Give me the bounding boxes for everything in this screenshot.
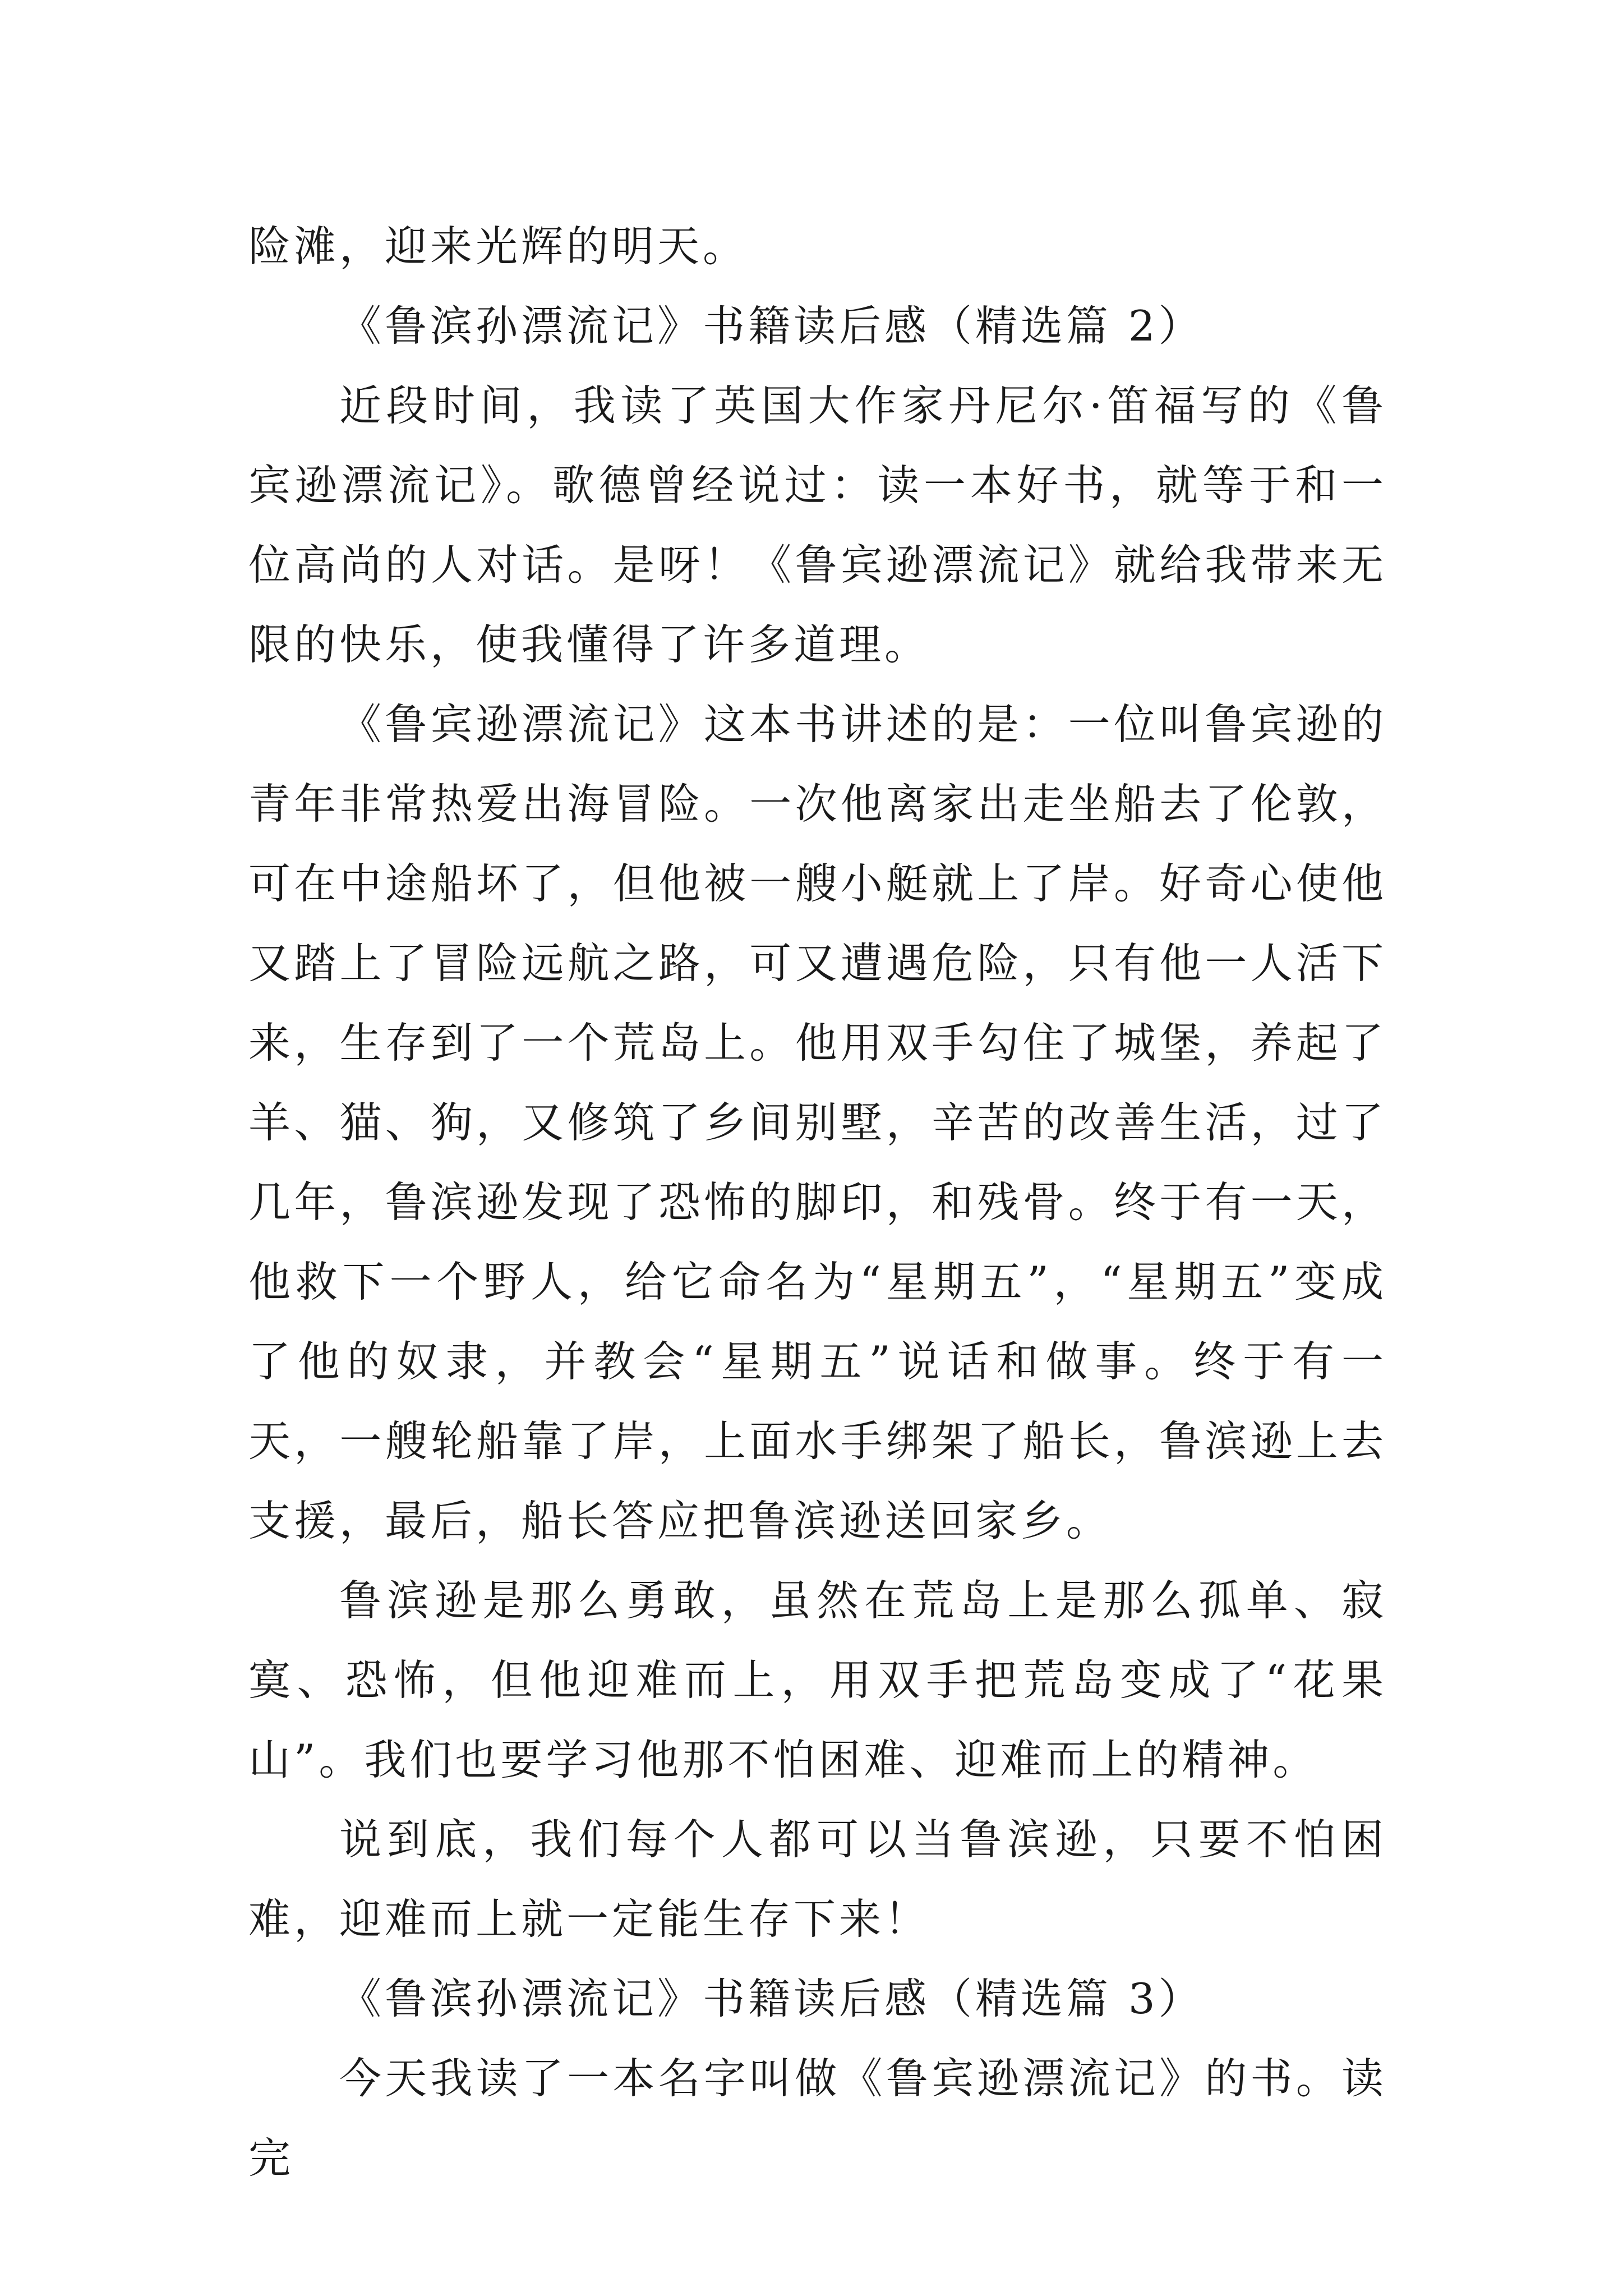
section-heading-2: 《鲁滨孙漂流记》书籍读后感（精选篇 2） [339, 301, 1204, 351]
paragraph-opening: 今天我读了一本名字叫做《鲁宾逊漂流记》的书。读完 [248, 2054, 1387, 2183]
paragraph-intro: 近段时间，我读了英国大作家丹尼尔·笛福写的《鲁宾逊漂流记》。歌德曾经说过：读一本好书，就等于和一位高尚的人对话。是呀！《鲁宾逊漂流记》就给我带来无限的快乐，使我懂得了许多道理。 [248, 381, 1387, 669]
paragraph-summary: 《鲁宾逊漂流记》这本书讲述的是：一位叫鲁宾逊的青年非常热爱出海冒险。一次他离家出走坐船去了伦敦，可在中途船坏了，但他被一艘小艇就上了岸。好奇心使他又踏上了冒险远航之路，可又遭遇危险，只有他一人活下来，生存到了一个荒岛上。他用双手勾住了城堡，养起了羊、猫、狗，又修筑了乡间别墅，辛苦的改善生活，过了几年，鲁滨逊发现了恐怖的脚印，和残骨。终于有一天，他救下一个野人，给它命名为“星期五”，“星期五”变成了他的奴隶，并教会“星期五”说话和做事。终于有一天，一艘轮船靠了岸，上面水手绑架了船长，鲁滨逊上去支援，最后，船长答应把鲁滨逊送回家乡。 [248, 700, 1387, 1545]
document-body [248, 206, 1387, 2198]
section-heading-3: 《鲁滨孙漂流记》书籍读后感（精选篇 3） [339, 1974, 1204, 2023]
paragraph-conclusion: 说到底，我们每个人都可以当鲁滨逊，只要不怕困难，迎难而上就一定能生存下来！ [248, 1815, 1387, 1944]
paragraph-reflection: 鲁滨逊是那么勇敢，虽然在荒岛上是那么孤单、寂寞、恐怖，但他迎难而上，用双手把荒岛变成了“花果山”。我们也要学习他那不怕困难、迎难而上的精神。 [248, 1576, 1387, 1784]
paragraph-continuation: 险滩，迎来光辉的明天。 [248, 222, 749, 271]
